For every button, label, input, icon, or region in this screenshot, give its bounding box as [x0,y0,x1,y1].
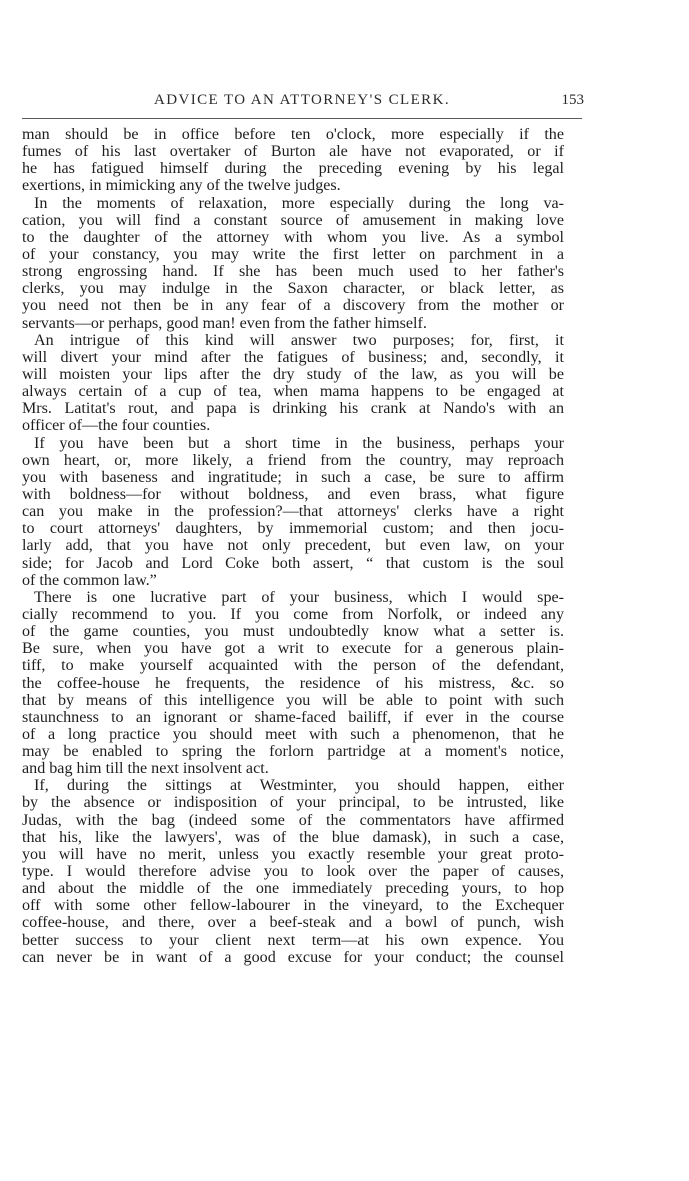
text-line: you need not then be in any fear of a discovery from the mother or [22,297,564,315]
text-line: you with baseness and ingratitude; in such a case, be sure to affirm [22,468,564,486]
text-line: the coffee-house he frequents, the residence of his mistress, &c. so [22,674,564,692]
text-line: officer of—the four counties. [22,417,211,435]
text-line: can you make in the profession?—that attorneys' clerks have a right [22,503,564,521]
text-line: by the absence or indisposition of your principal, to be intrusted, like [22,794,564,812]
running-title: ADVICE TO AN ATTORNEY'S CLERK. [154,92,450,108]
text-line: exertions, in mimicking any of the twelve judges. [22,177,341,195]
text-line: coffee-house, and there, over a beef-steak and a bowl of punch, wish [22,914,564,932]
text-line: with boldness—for without boldness, and even brass, what figure [22,485,564,503]
text-line: Judas, with the bag (indeed some of the commentators have affirmed [22,811,564,829]
text-line: of your constancy, you may write the first letter on parchment in a [22,245,564,263]
text-line: If, during the sittings at Westminter, you should happen, either [34,777,564,795]
text-line: man should be in office before ten o'clock, more especially if the [22,126,564,143]
text-line: to court attorneys' daughters, by immemorial custom; and then jocu- [22,520,564,538]
text-line: to the daughter of the attorney with whom you live. As a symbol [22,228,564,246]
text-line: better success to your client next term—at his own expence. You [22,931,564,949]
text-line: Be sure, when you have got a writ to execute for a generous plain- [22,640,564,658]
text-line: and about the middle of the one immediately preceding yours, to hop [22,880,564,898]
text-line: you will have no merit, unless you exactly resemble your great proto- [22,845,564,863]
page-number: 153 [561,92,584,108]
text-line: always certain of a cup of tea, when mama happens to be engaged at [22,383,564,401]
text-line: type. I would therefore advise you to look over the paper of causes, [22,863,564,881]
text-line: fumes of his last overtaker of Burton ale have not evaporated, or if [22,143,564,161]
text-line: of a long practice you should meet with such a phenomenon, that he [22,725,564,743]
text-line: that his, like the lawyers', was of the blue damask), in such a case, [22,828,564,846]
text-line: Mrs. Latitat's rout, and papa is drinking his crank at Nando's with an [22,400,564,418]
text-line: larly add, that you have not only precedent, but even law, on your [22,537,564,555]
text-line: side; for Jacob and Lord Coke both assert, “ that custom is the soul [22,554,564,572]
text-line: There is one lucrative part of your business, which I would spe- [34,588,564,606]
text-line: cation, you will find a constant source of amusement in making love [22,211,564,229]
text-line: he has fatigued himself during the preceding evening by his legal [22,160,564,178]
text-line: An intrigue of this kind will answer two purposes; for, first, it [34,331,564,349]
text-line: will divert your mind after the fatigues of business; and, secondly, it [22,348,564,366]
body-text [22,126,564,966]
text-line: and bag him till the next insolvent act. [22,760,269,778]
text-line: cially recommend to you. If you come from Norfolk, or indeed any [22,605,564,623]
text-line: strong engrossing hand. If she has been much used to her father's [22,263,564,281]
text-line: off with some other fellow-labourer in the vineyard, to the Exchequer [22,897,564,915]
text-line: that by means of this intelligence you will be able to point with such [22,691,564,709]
text-line: own heart, or, more likely, a friend from the country, may reproach [22,451,564,469]
text-line: of the game counties, you must undoubtedly know what a setter is. [22,623,564,641]
text-line: will moisten your lips after the dry study of the law, as you will be [22,365,564,383]
text-line: staunchness to an ignorant or shame-faced bailiff, if ever in the course [22,708,564,726]
text-line: of the common law.” [22,571,157,589]
text-line: clerks, you may indulge in the Saxon character, or black letter, as [22,280,564,298]
text-line: may be enabled to spring the forlorn partridge at a moment's notice, [22,743,564,761]
text-line: In the moments of relaxation, more especially during the long va- [34,194,564,212]
running-head [22,88,582,119]
text-line: tiff, to make yourself acquainted with the person of the defendant, [22,657,564,675]
text-line: can never be in want of a good excuse for your conduct; the counsel [22,948,564,966]
text-line: If you have been but a short time in the business, perhaps your [34,434,564,452]
text-line: servants—or perhaps, good man! even from the father himself. [22,314,427,332]
